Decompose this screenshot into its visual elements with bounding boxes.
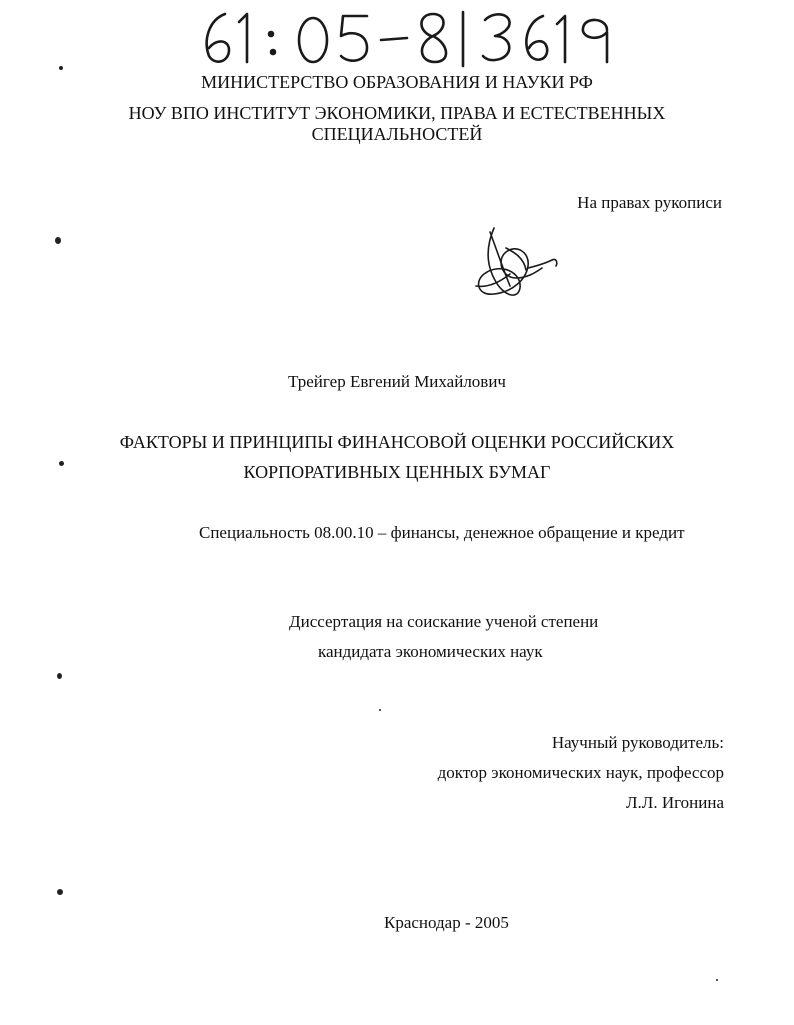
scan-speck (59, 66, 63, 70)
supervisor-name: Л.Л. Игонина (626, 793, 724, 812)
scan-speck (59, 461, 64, 466)
scan-speck (57, 889, 63, 895)
manuscript-rights-note: На правах рукописи (577, 193, 722, 212)
supervisor-label: Научный руководитель: (551, 733, 724, 752)
author-signature (466, 222, 566, 308)
institute-heading-line1: НОУ ВПО ИНСТИТУТ ЭКОНОМИКИ, ПРАВА И ЕСТЕСТВЕННЫХ (128, 103, 666, 123)
handwritten-catalog-number (195, 6, 625, 68)
dissertation-degree-line1: Диссертация на соискание ученой степени (289, 612, 599, 631)
dissertation-degree-line2: кандидата экономических наук (318, 642, 543, 661)
specialty-line: Специальность 08.00.10 – финансы, денежное обращение и кредит (199, 523, 685, 542)
scan-speck (379, 709, 381, 711)
supervisor-degree: доктор экономических наук, профессор (437, 763, 724, 782)
dissertation-title-line1: ФАКТОРЫ И ПРИНЦИПЫ ФИНАНСОВОЙ ОЦЕНКИ РОССИЙСКИХ (119, 432, 675, 452)
ministry-heading: МИНИСТЕРСТВО ОБРАЗОВАНИЯ И НАУКИ РФ (201, 72, 593, 92)
institute-heading-line2: СПЕЦИАЛЬНОСТЕЙ (311, 124, 483, 144)
city-year: Краснодар - 2005 (384, 913, 509, 932)
dissertation-title-line2: КОРПОРАТИВНЫХ ЦЕННЫХ БУМАГ (243, 462, 551, 482)
scan-speck (55, 237, 61, 244)
author-name: Трейгер Евгений Михайлович (288, 372, 506, 391)
scan-speck (57, 673, 62, 679)
scan-speck (716, 979, 718, 981)
